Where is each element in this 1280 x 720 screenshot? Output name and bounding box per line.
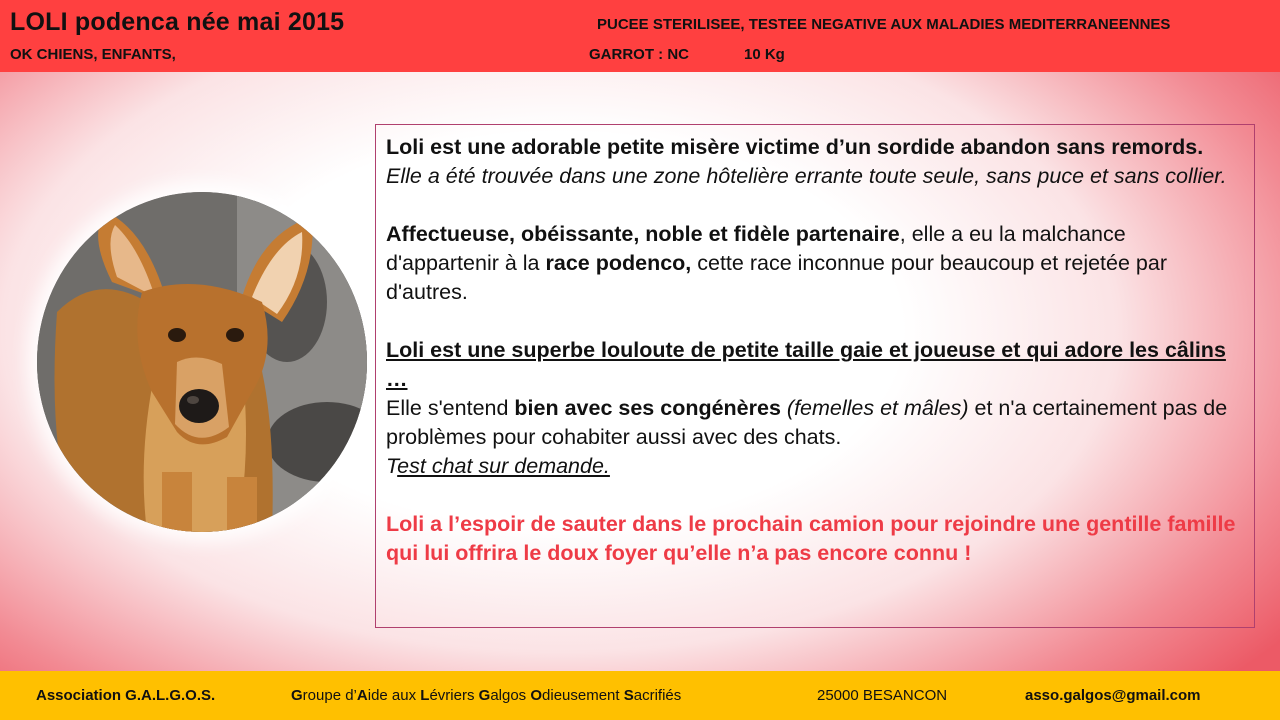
abandon-bold: Loli est une adorable petite misère victime d’un sordide abandon sans remords. (386, 135, 1204, 159)
paragraph-hope (386, 510, 1244, 568)
health-status: PUCEE STERILISEE, TESTEE NEGATIVE AUX MALADIES MEDITERRANEENNES (597, 16, 1171, 33)
cat-test-t: T (386, 454, 398, 478)
hope-text: Loli a l’espoir de sauter dans le prochain camion pour rejoindre une gentille famille qui lui offrira le doux foyer qu’elle n’a pas encore connu ! (386, 512, 1236, 565)
character-text1: Elle s'entend (386, 396, 515, 420)
association-city: 25000 BESANCON (817, 687, 948, 704)
association-fullname: Groupe d’Aide aux Lévriers Galgos Odieusement Sacrifiés (291, 687, 682, 704)
cat-test-note: est chat sur demande. (397, 454, 610, 478)
temperament-text: , elle a eu la malchance d'appartenir à la (386, 222, 1126, 275)
description-box (375, 124, 1255, 628)
character-bold: bien avec ses congénères (514, 396, 781, 420)
abandon-italic: Elle a été trouvée dans une zone hôtelière errante toute seule, sans puce et sans collier. (386, 164, 1227, 188)
garrot-height: GARROT : NC (589, 46, 689, 63)
paragraph-character (386, 336, 1244, 481)
weight: 10 Kg (744, 46, 785, 63)
dog-illustration (37, 192, 367, 532)
association-name: Association G.A.L.G.O.S. (36, 687, 216, 704)
paragraph-abandon (386, 133, 1244, 191)
breed-bold: race podenco, (545, 251, 692, 275)
dog-photo (37, 192, 367, 532)
character-text2: et n'a certainement pas de problèmes pour cohabiter aussi avec des chats. (386, 396, 1228, 449)
footer-banner (0, 671, 1280, 720)
contact-email[interactable]: asso.galgos@gmail.com (1025, 687, 1201, 704)
character-italic: (femelles et mâles) (780, 396, 969, 420)
paragraph-temperament (386, 220, 1244, 307)
page-title: LOLI podenca née mai 2015 (10, 8, 345, 36)
character-heading: Loli est une superbe louloute de petite taille gaie et joueuse et qui adore les câlins … (386, 338, 1226, 391)
header-banner (0, 0, 1280, 72)
compatibility-tags: OK CHIENS, ENFANTS, (10, 46, 176, 63)
temperament-bold: Affectueuse, obéissante, noble et fidèle partenaire (386, 222, 900, 246)
breed-text: cette race inconnue pour beaucoup et rejetée par d'autres. (386, 251, 1167, 304)
